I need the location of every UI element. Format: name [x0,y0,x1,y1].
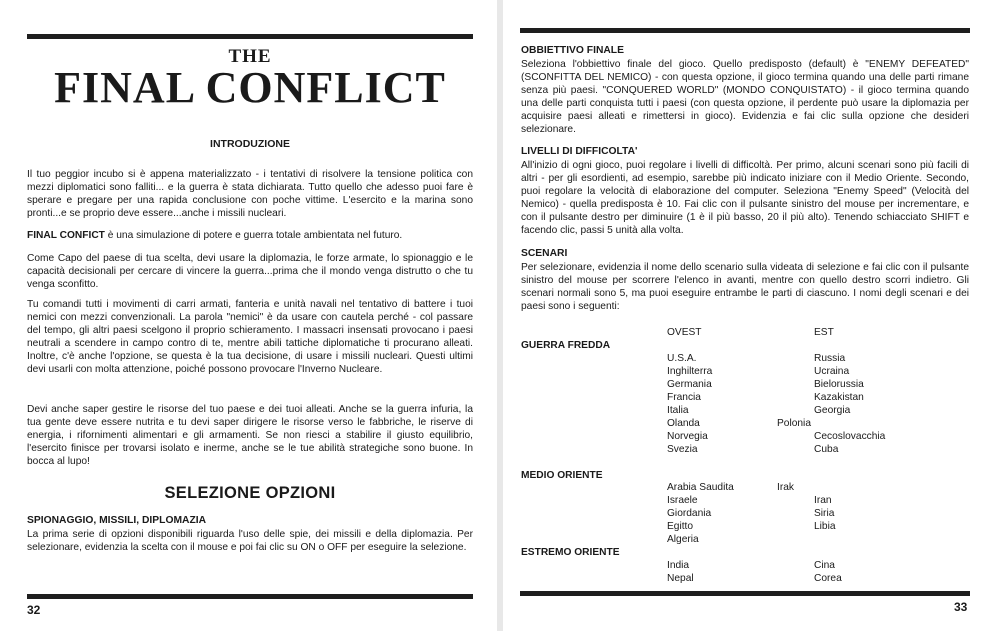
country-west: Giordania [667,508,712,519]
levels-heading: LIVELLI DI DIFFICOLTA' [521,146,638,157]
page-number: 32 [27,603,41,617]
intro-paragraph-2 [27,229,473,242]
country-east: Cina [814,560,835,571]
country-west: Nepal [667,573,694,584]
country-east: Iran [814,495,832,506]
intro-paragraph-3: Come Capo del paese di tua scelta, devi usare la diplomazia, le forze armate, lo spionaggio e le capacità decisionali per cercare di vincere la guerra...prima che il mondo venga distrutto o che tu venga sconfitto. [27,253,473,291]
country-west: Svezia [667,444,698,455]
country-east: Libia [814,521,836,532]
game-name: FINAL CONFICT [27,230,105,241]
intro-heading: INTRODUZIONE [210,138,290,150]
country-west: Egitto [667,521,694,532]
country-east: Bielorussia [814,379,864,390]
country-neutral: Irak [777,482,794,493]
country-neutral: Polonia [777,418,811,429]
bottom-rule [520,591,970,596]
scenario-cold-war: GUERRA FREDDA [521,340,611,351]
country-east: Kazakistan [814,392,864,403]
title-small: THE [228,46,272,67]
country-west: Norvegia [667,431,708,442]
intro-paragraph-5: Devi anche saper gestire le risorse del tuo paese e dei tuoi alleati. Anche se la guerra infuria, la tua gente deve essere nutrita e tu devi saper dirigere le risorse verso le fabbriche, le riserve di energia, i rifornimenti alimentari e gli armamenti. Se non riesci a stabilire il giusto equilibrio, l'esercito finisce per trovarsi isolato e inerme, anche se le tue abilità strategiche sono buone. In bocca al lupo! [27,404,473,468]
country-east: Siria [814,508,835,519]
goal-paragraph: Seleziona l'obbiettivo finale del gioco. Quello predisposto (default) è "ENEMY DEFEATED" (SCONFITTA DEL NEMICO) - con questa opzione, il gioco termina quando una delle parti rimane senza più paesi. "CONQUERED WORLD" (MONDO CONQUISTATO) - il gioco termina quando una delle parti conquista tutti i paesi (con questa opzione, il perdente può usare la diplomazia per acquisire paesi alleati e rimettersi in gioco). Evidenzia e fai clic sulla opzione che desideri selezionare. [521,59,969,136]
country-west: Israele [667,495,698,506]
scenarios-paragraph: Per selezionare, evidenzia il nome dello scenario sulla videata di selezione e fai clic con il pulsante sinistro del mouse per scorrere l'elenco in avanti, mentre con quello destro scorri indietro. Gli scenari normali sono 5, ma puoi eseguire entrambe le parti di ciascuno. I nomi degli scenari e dei paesi sono i seguenti: [521,262,969,313]
scenario-far-east: ESTREMO ORIENTE [521,547,620,558]
country-west: Arabia Saudita [667,482,734,493]
column-header-east: EST [814,327,834,338]
goal-heading: OBBIETTIVO FINALE [521,45,624,56]
spy-paragraph: La prima serie di opzioni disponibili riguarda l'uso delle spie, dei missili e della diplomazia. Per selezionare, evidenzia la scelta con il mouse e poi fai clic su ON o OFF per eseguire la selezione. [27,529,473,554]
scenario-middle-east: MEDIO ORIENTE [521,470,603,481]
country-west: U.S.A. [667,353,697,364]
country-west: Francia [667,392,701,403]
country-west: India [667,560,690,571]
country-east: Corea [814,573,842,584]
page-number: 33 [954,600,968,614]
country-east: Ucraina [814,366,850,377]
right-page [500,0,1000,631]
country-east: Russia [814,353,846,364]
intro-paragraph-1: Il tuo peggior incubo si è appena materializzato - i tentativi di risolvere la tensione politica con mezzi diplomatici sono falliti... e la guerra è stata dichiarata. Tutto quello che adesso puoi fare è sperare e pregare per una rapida conclusione con poche vittime. L'esercito e la marina sono pronti...e se proprio deve essere...anche i missili nucleari. [27,169,473,220]
country-west: Italia [667,405,689,416]
country-west: Algeria [667,534,699,545]
page-title: FINAL CONFLICT [54,63,446,112]
country-west: Inghilterra [667,366,713,377]
country-west: Olanda [667,418,700,429]
country-east: Georgia [814,405,851,416]
scenarios-heading: SCENARI [521,248,568,259]
section-heading: SELEZIONE OPZIONI [164,484,336,502]
country-east: Cuba [814,444,839,455]
top-rule [27,34,473,39]
scenario-table [500,0,1000,631]
bottom-rule [27,594,473,599]
levels-paragraph: All'inizio di ogni gioco, puoi regolare i livelli di difficoltà. Per primo, alcuni scenari sono più facili di altri - per gli esordienti, ad esempio, sarebbe più indicato iniziare con il Medio Oriente. Secondo, puoi regolare la velocità di elaborazione del computer. Seleziona "Enemy Speed" (Velocità del Nemico) - quella predisposta è 10. Fai clic con il pulsante sinistro del mouse per incrementare, e con il pulsante destro per diminuire (1 è il più basso, 20 il più alto). Tenendo schiacciato SHIFT e facendo clic, passi 5 unità alla volta. [521,160,969,237]
country-west: Germania [667,379,712,390]
country-east: Cecoslovacchia [814,431,886,442]
column-header-west: OVEST [667,327,702,338]
spy-heading: SPIONAGGIO, MISSILI, DIPLOMAZIA [27,515,207,526]
intro-paragraph-2-text: è una simulazione di potere e guerra totale ambientata nel futuro. [104,230,403,241]
intro-paragraph-4: Tu comandi tutti i movimenti di carri armati, fanteria e unità navali nel tentativo di battere i tuoi nemici con mezzi convenzionali. La parola "nemici" è da usare con cautela perché - col passare del tempo, gli altri paesi scelgono il proprio schieramento. I massacri insensati provocano i paesi neutrali a scendere in campo contro di te, mentre abili tattiche diplomatiche ti procurano alleati. Inoltre, c'è anche l'opzione, se questa è la tua decisione, di usare i missili nucleari. Questi ultimi devi usarli con molta attenzione, poiché possono provocare l'Inverno Nucleare. [27,299,473,376]
